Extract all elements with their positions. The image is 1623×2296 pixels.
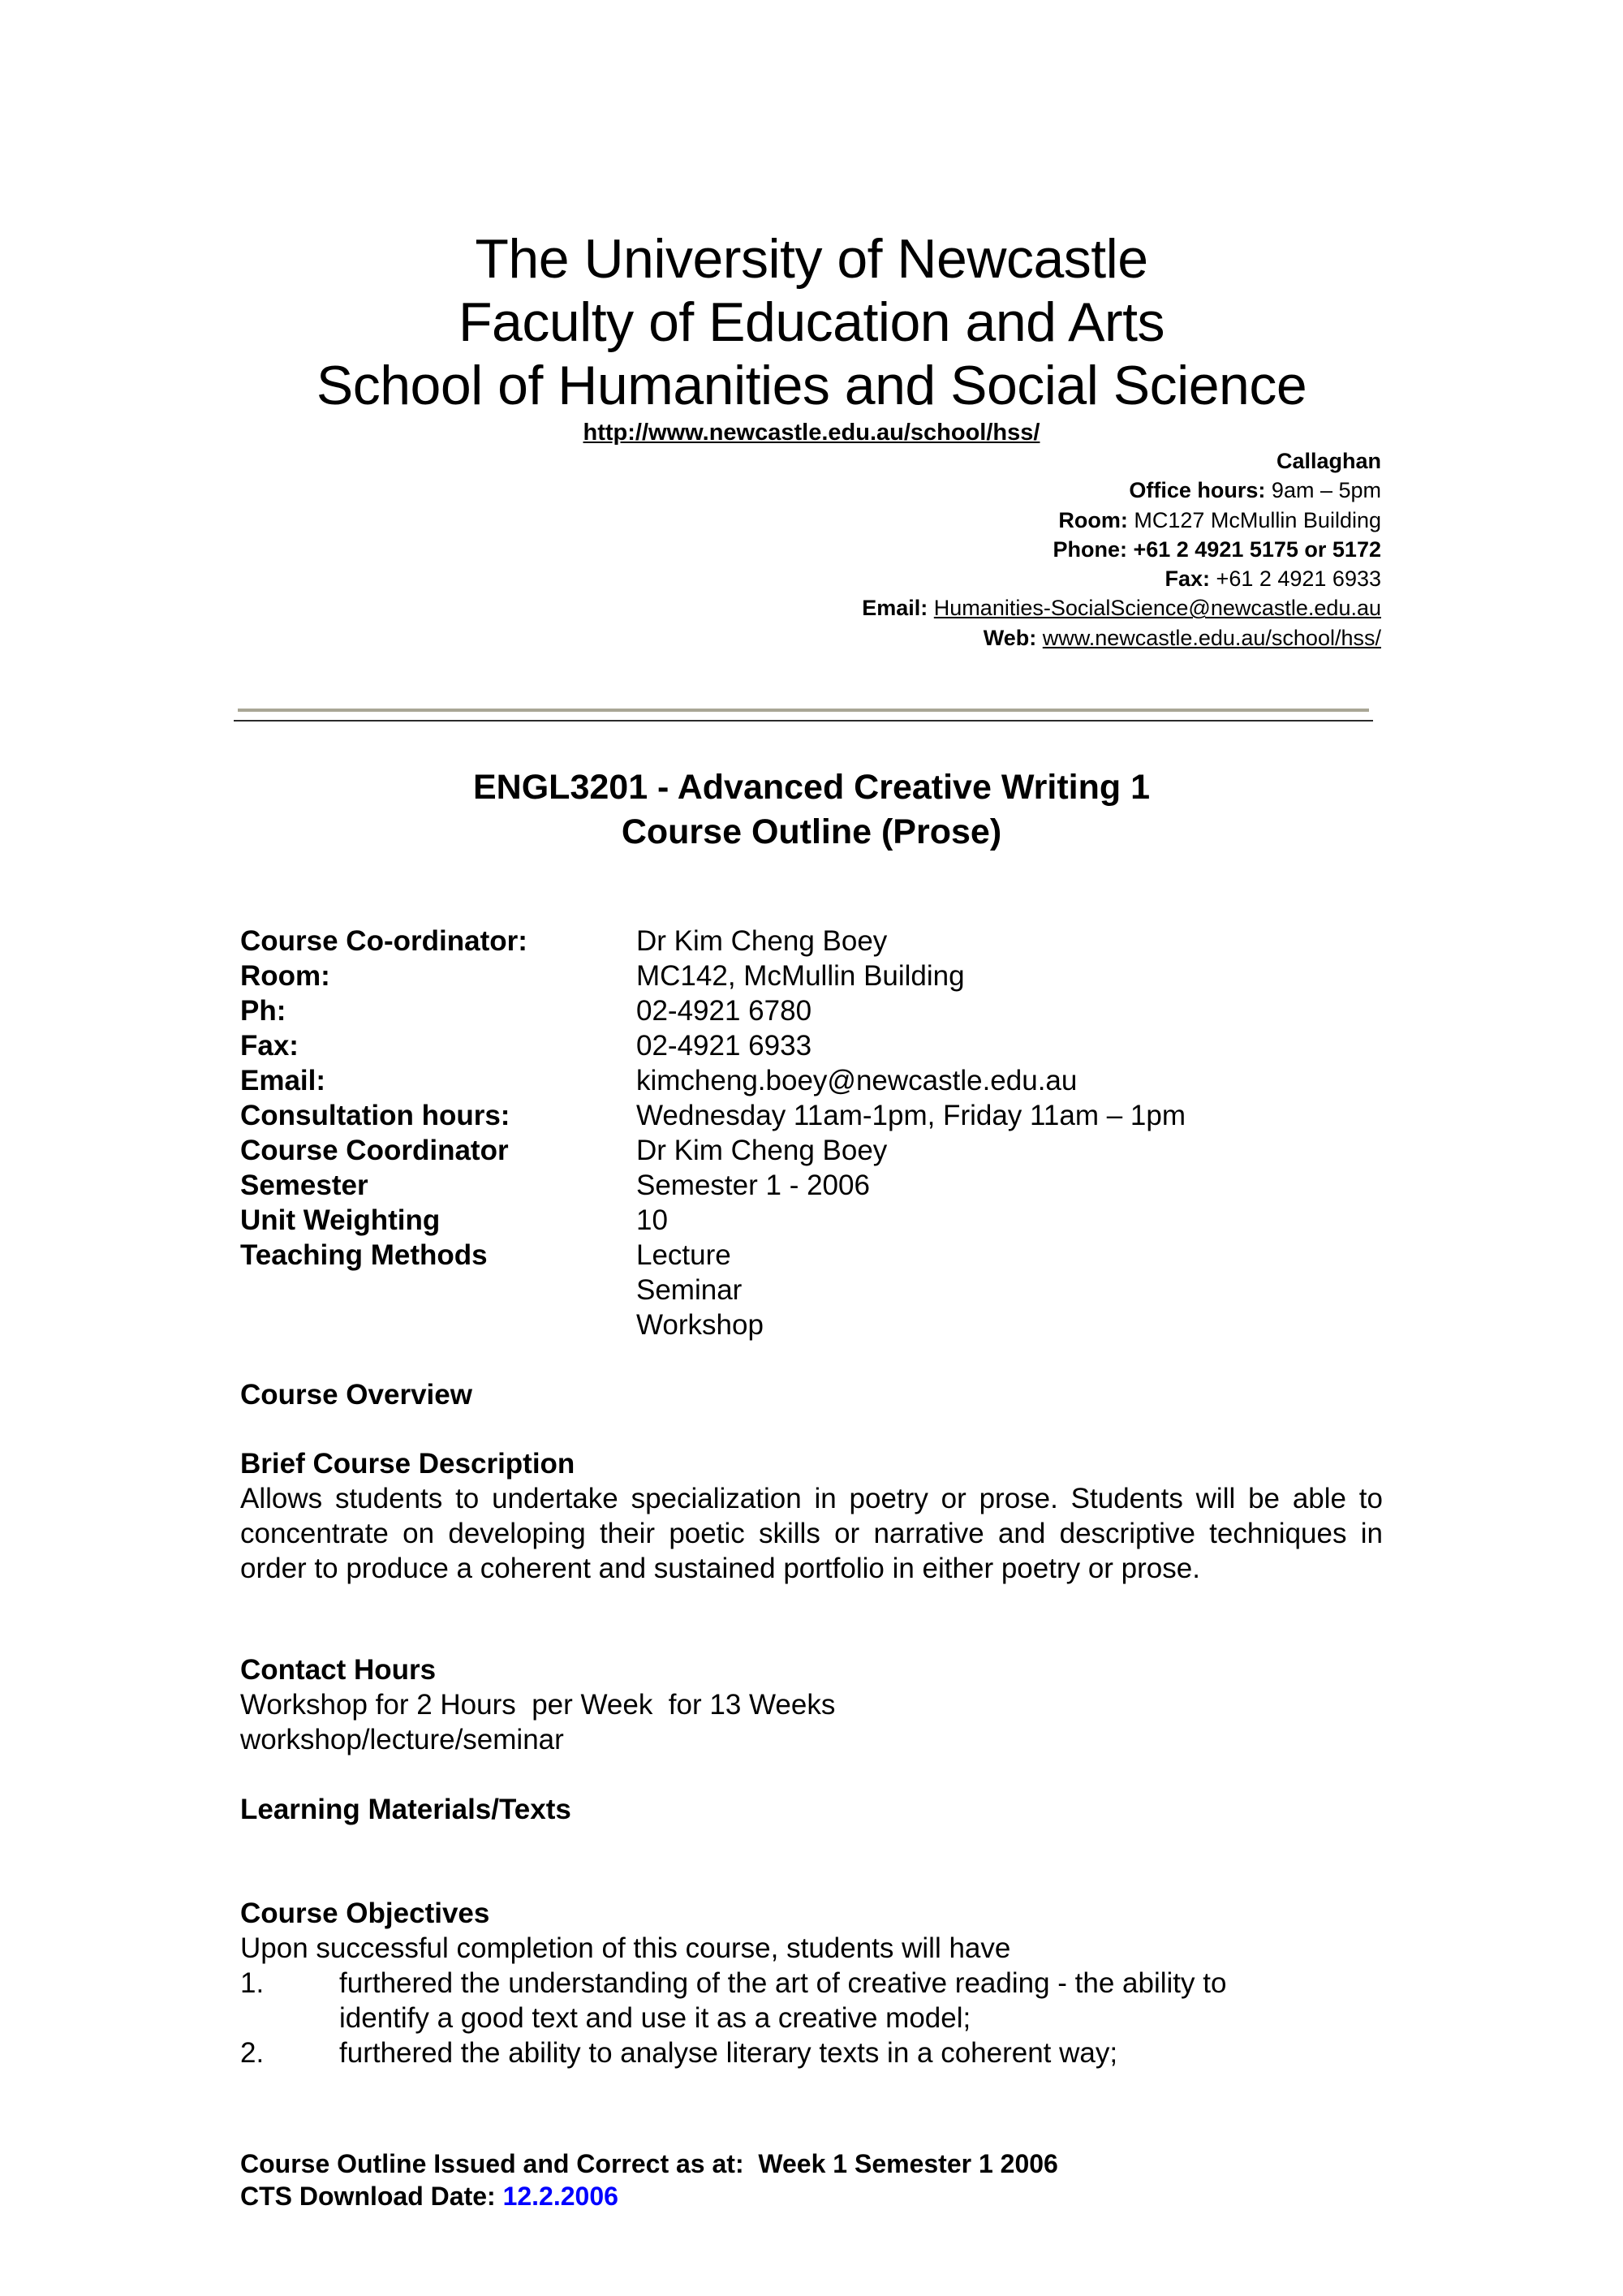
school-contact-block [862,446,1381,653]
details-label: Course Coordinator [240,1135,509,1166]
overview-heading: Course Overview [240,1379,472,1411]
office-hours-label: Office hours: [1129,478,1266,503]
details-row [240,1168,1186,1203]
learning-materials-heading: Learning Materials/Texts [240,1794,571,1825]
details-row [240,1098,1186,1133]
fax-label: Fax: [1165,566,1211,592]
download-date-label: CTS Download Date: [240,2182,496,2211]
details-label: Teaching Methods [240,1239,488,1271]
course-objectives-section [240,1896,1383,2070]
course-heading [0,765,1623,855]
objective-number: 2. [240,2037,265,2069]
learning-materials-section [240,1792,1383,1827]
coordinator-email: kimcheng.boey@newcastle.edu.au [636,1065,1078,1096]
details-label: Consultation hours: [240,1100,510,1131]
details-row [240,1238,1186,1273]
school-url-link[interactable]: http://www.newcastle.edu.au/school/hss/ [583,420,1040,446]
phone-label: Phone: [1053,536,1127,562]
header-divider-thick [238,709,1369,712]
course-title: ENGL3201 - Advanced Creative Writing 1 [473,768,1150,807]
email-label: Email: [862,596,928,621]
details-label: Fax: [240,1030,299,1062]
web-label: Web: [983,625,1037,650]
fax-value: +61 2 4921 6933 [1216,566,1381,592]
school-title: School of Humanities and Social Science [316,355,1307,416]
course-subtitle: Course Outline (Prose) [621,812,1002,851]
objectives-list [240,1966,1383,2070]
details-value: 02-4921 6933 [636,1030,812,1062]
details-row [240,1028,1186,1063]
details-value: Semester 1 - 2006 [636,1170,870,1201]
header-divider-thin [234,720,1373,722]
issued-statement: Course Outline Issued and Correct as at: Week 1 Semester 1 2006 [240,2149,1058,2178]
objectives-intro: Upon successful completion of this course, students will have [240,1932,1011,1964]
objective-text: furthered the ability to analyse literary texts in a coherent way; [339,2037,1118,2069]
university-title: The University of Newcastle [475,228,1148,290]
details-row [240,924,1186,958]
details-label: Ph: [240,995,286,1027]
details-row [240,958,1186,993]
school-web-link[interactable]: www.newcastle.edu.au/school/hss/ [1042,625,1381,650]
details-label: Semester [240,1170,368,1201]
course-overview-section [240,1377,1383,1412]
office-hours-value: 9am – 5pm [1271,478,1381,503]
details-value: MC142, McMullin Building [636,960,965,992]
brief-heading: Brief Course Description [240,1448,575,1480]
faculty-title: Faculty of Education and Arts [458,291,1165,353]
objectives-heading: Course Objectives [240,1898,490,1929]
phone-value: +61 2 4921 5175 or 5172 [1133,536,1381,562]
details-row [240,1203,1186,1238]
details-label [240,1273,636,1307]
objective-number: 1. [240,1967,265,1999]
details-value: Dr Kim Cheng Boey [636,925,888,957]
details-label: Email: [240,1065,326,1096]
details-row [240,993,1186,1028]
contact-hours-mode: workshop/lecture/seminar [240,1724,564,1755]
details-label: Unit Weighting [240,1204,441,1236]
download-date-value: 12.2.2006 [502,2182,618,2211]
details-value: Wednesday 11am-1pm, Friday 11am – 1pm [636,1100,1186,1131]
details-value: Seminar [636,1274,743,1306]
document-footer [240,2147,1058,2212]
contact-hours-heading: Contact Hours [240,1654,437,1686]
details-value: Dr Kim Cheng Boey [636,1135,888,1166]
details-row [240,1133,1186,1168]
details-row [240,1063,1186,1098]
contact-hours-section [240,1652,1383,1757]
course-details-table [240,924,1186,1342]
objective-text: furthered the understanding of the art of creative reading - the ability to identify a good text and use it as a creative model; [339,1967,1227,2034]
details-label: Room: [240,960,330,992]
school-email-link[interactable]: Humanities-SocialScience@newcastle.edu.au [933,596,1381,621]
objective-item [240,2035,1383,2070]
details-label: Course Co-ordinator: [240,925,527,957]
room-label: Room: [1058,507,1128,532]
room-value: MC127 McMullin Building [1134,507,1381,532]
objective-item [240,1966,1383,2035]
brief-description-section [240,1446,1383,1586]
contact-hours-line: Workshop for 2 Hours per Week for 13 Weeks [240,1689,836,1721]
details-value: Lecture [636,1239,731,1271]
details-value: Workshop [636,1309,764,1341]
details-value: 10 [636,1204,668,1236]
document-header [0,227,1623,446]
details-row [240,1307,1186,1342]
details-value: 02-4921 6780 [636,995,812,1027]
details-label [240,1307,636,1342]
details-row [240,1273,1186,1307]
campus-name: Callaghan [1276,449,1381,473]
brief-text: Allows students to undertake specialization in poetry or prose. Students will be able to concentrate on developing their poetic skills or narrative and descriptive techniques in order to produce a coherent and sustained portfolio in either poetry or prose. [240,1483,1383,1584]
